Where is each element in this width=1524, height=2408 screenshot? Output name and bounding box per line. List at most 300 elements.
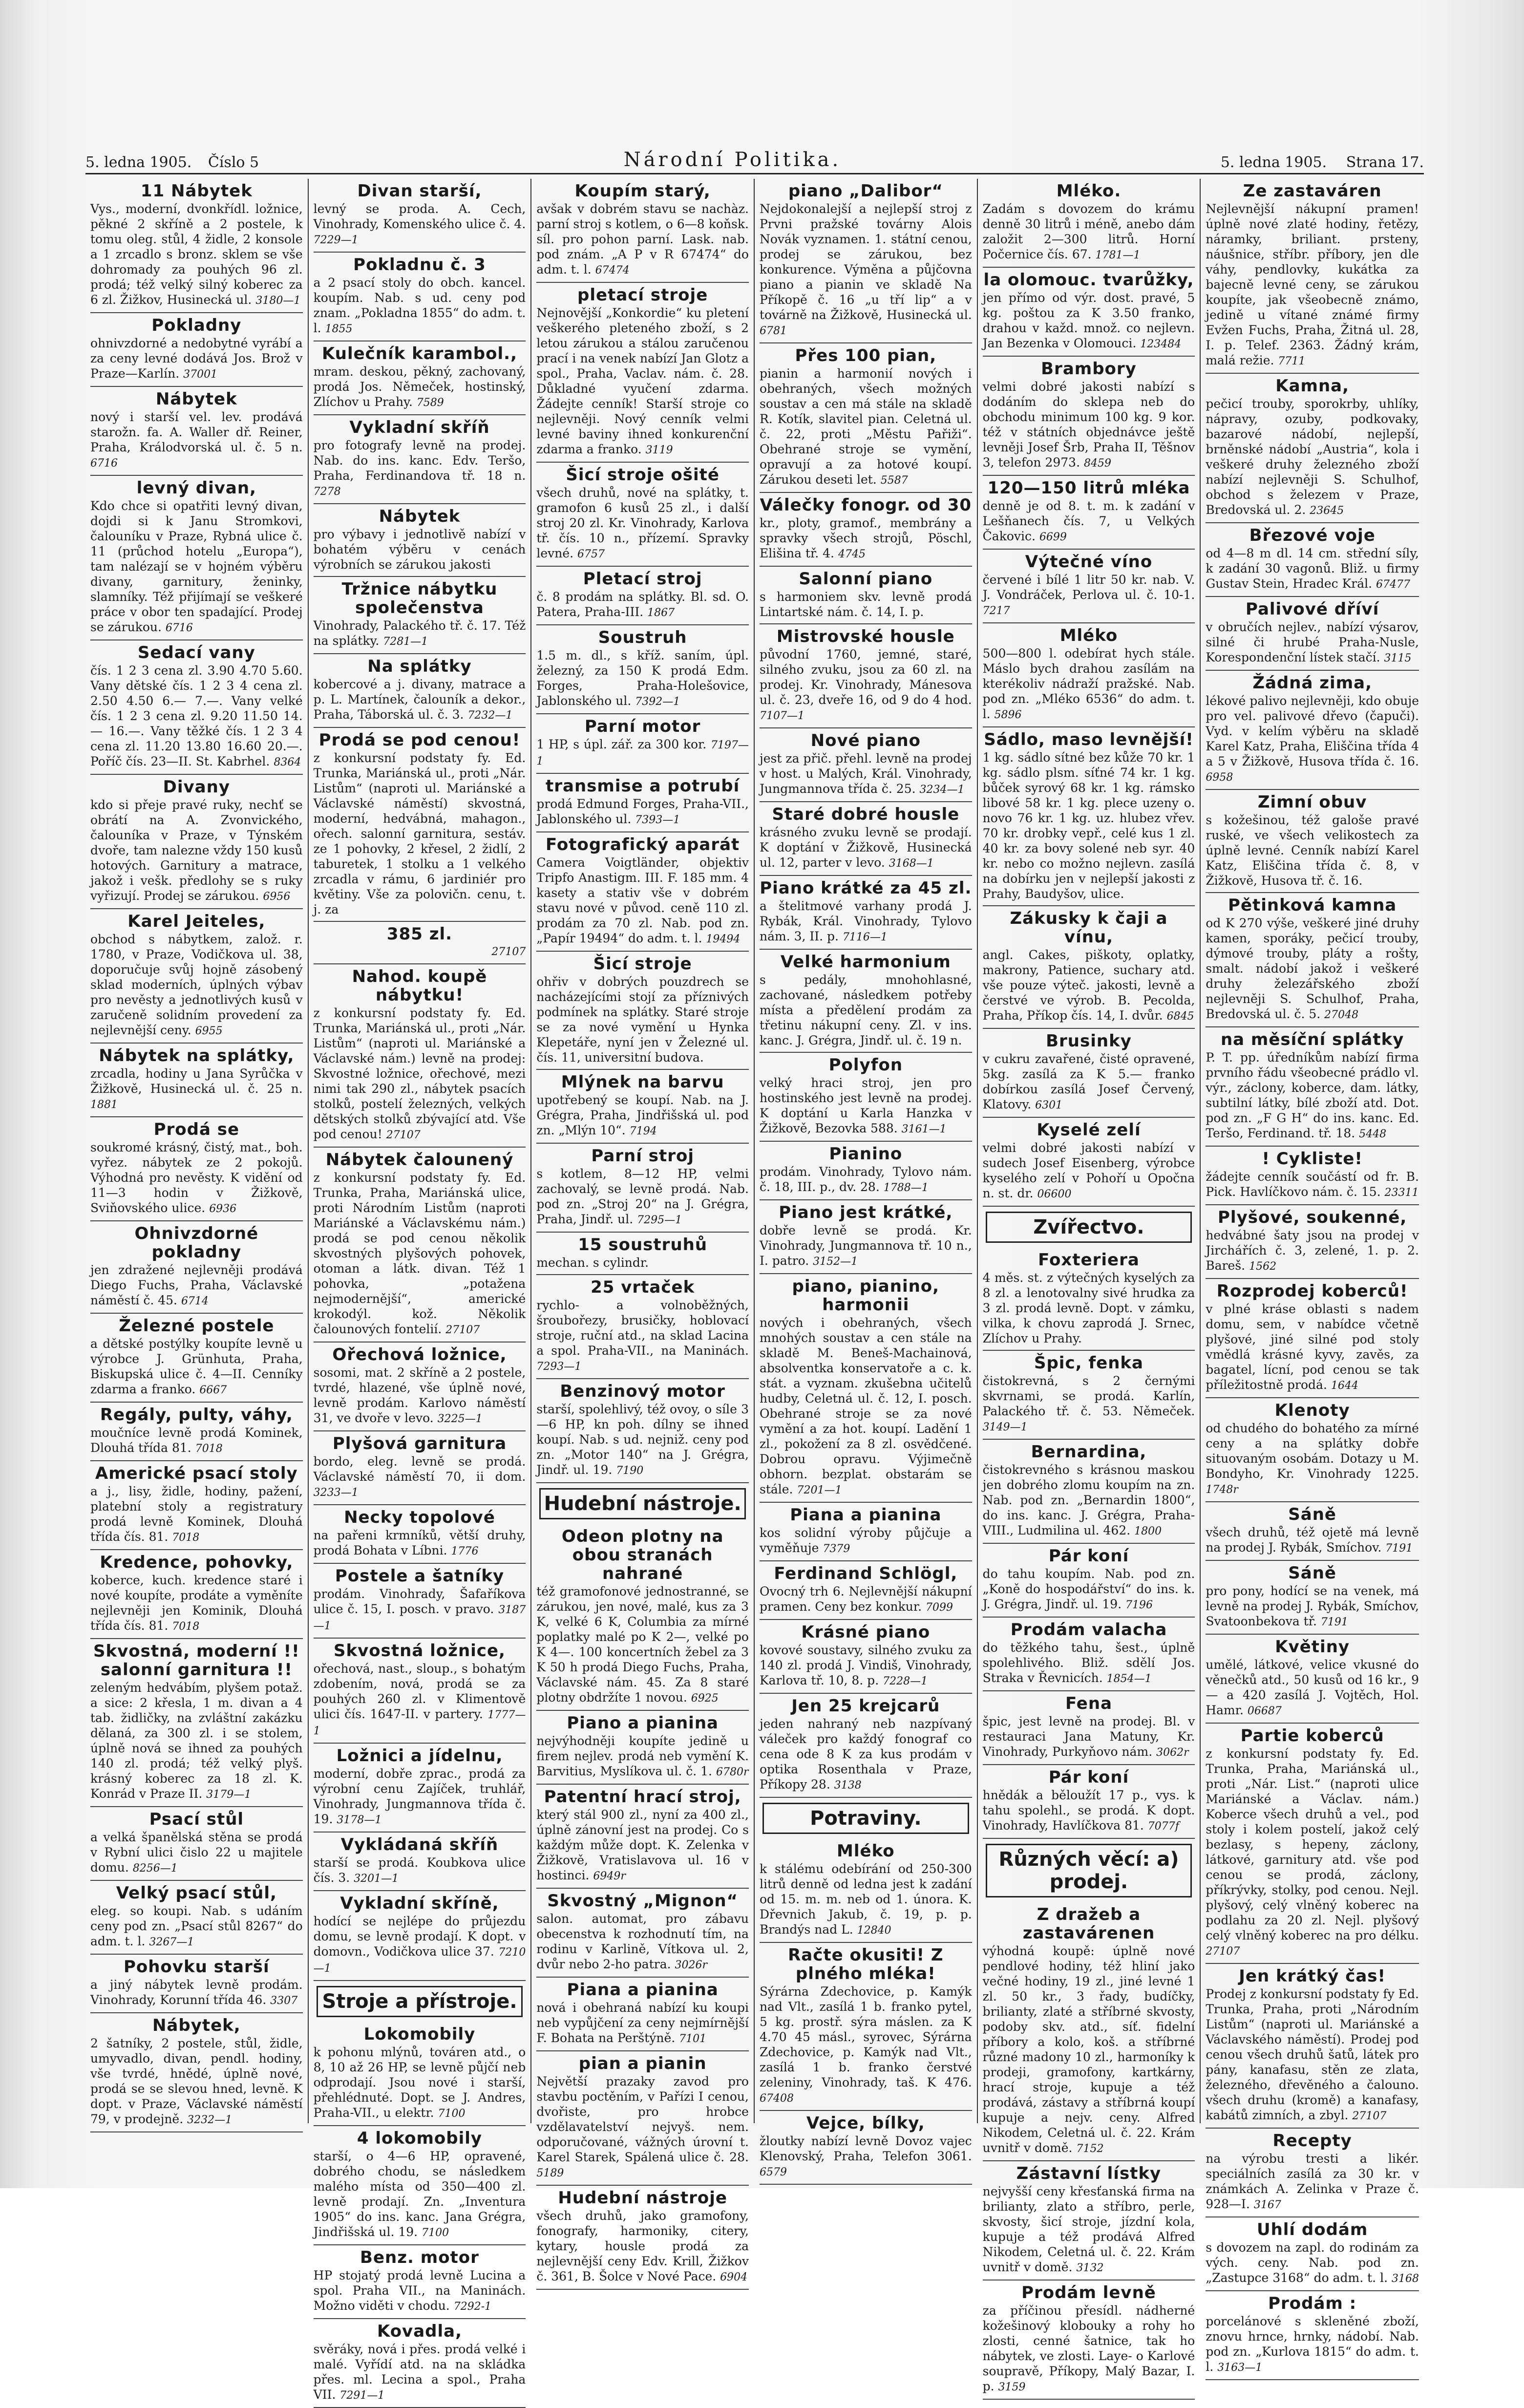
ad-body: Sýrárna Zdechovice, p. Kamýk nad Vlt., zasílá 1 b. franko pytel, 5 kg. prostř. sýra máslen. za K 4.70 45 másl., syrovec, Sýrárna Zdechovice, p. Kamýk nad Vlt., zasílá 1 b. franko čerstvé zeleniny, Vinohrady, taš. K 476. 67408	[759, 1984, 972, 2105]
classified-ad	[983, 179, 1195, 268]
ad-title: Nahod. koupě nábytku!	[352, 967, 487, 1005]
ad-reference-number: 06687	[1247, 1705, 1282, 1717]
ad-title: Kredence, pohovky,	[100, 1553, 294, 1572]
classified-ad	[983, 727, 1195, 906]
classified-ad	[90, 1117, 303, 1221]
ad-reference-number: 27048	[1324, 1009, 1359, 1021]
classified-ad	[90, 1403, 303, 1461]
classified-ad	[314, 415, 526, 504]
ad-reference-number: 3163—1	[1217, 2362, 1263, 2374]
ad-title: Hudební nástroje	[558, 2188, 727, 2208]
classified-ad	[314, 1505, 526, 1564]
classified-ad	[1206, 1279, 1419, 1398]
ad-body: Nejlevnější nákupní pramen! úplně nové zlaté hodiny, řetězy, náramky, briliant. prsteny, náušnice, stříbr. příbory, jen dle váhy, pendlovky, kukátka za bajecně levné ceny, se zárukou koupíte, jak všeobecně známo, jedině u vítané známé firmy Evžen Fuchs, Praha, Žitná ul. 28, I. p. Telef. 2363. Žádný krám, malá režie. 7711	[1206, 202, 1419, 367]
ad-reference-number: 123484	[1140, 338, 1182, 350]
ad-title: Výtečné víno	[1025, 552, 1153, 572]
ad-title: Pár koní	[1048, 1546, 1129, 1566]
ad-title: Vykládaná skříň	[340, 1835, 499, 1854]
ad-title: Necky topolové	[344, 1508, 495, 1527]
classified-ad	[1206, 1398, 1419, 1502]
ad-title: Divan starší,	[357, 181, 482, 201]
ad-title: Železné postele	[119, 1316, 275, 1336]
ad-body: sosomi, mat. 2 skříně a 2 postele, tvrdé, hlazené, vše úplně nové, levně prodám. Karlovo náměstí 31, ve dvoře v levo. 3225—1	[313, 1365, 526, 1425]
ad-body: do tahu koupím. Nab. pod zn. „Koně do hospodářství“ do ins. k. J. Grégra, Jindř. ul. 19. 7196	[982, 1567, 1195, 1611]
ad-reference-number: 3159	[998, 2381, 1026, 2393]
classified-ad	[760, 624, 972, 728]
ad-body: a dětské postýlky koupíte levně u výrobce J. Grünhuta, Praha, Biskupská ulice č. 4—II. Cenníky zdarma a franko. 6667	[90, 1337, 303, 1396]
ad-body: zrcadla, hodiny u Jana Syrůčka v Žižkově, Husinecká ul. č. 25 n. 1881	[90, 1066, 303, 1111]
classified-ad	[90, 1461, 303, 1550]
classified-ad	[536, 2051, 749, 2186]
ad-reference-number: 1777—1	[313, 1709, 526, 1737]
classified-ad	[536, 1144, 749, 1233]
ad-body: nová i obehraná nabízí ku koupi neb vypůjčení za ceny nejmírnější F. Bohata na Perštýně. 7101	[536, 2001, 749, 2045]
classified-ad	[760, 1694, 972, 1798]
ad-title: Fotografický aparát	[546, 835, 740, 854]
ad-body: 1 HP, s úpl. zář. za 300 kor. 7197—1	[536, 737, 749, 767]
ad-title: Postele a šatníky	[335, 1566, 505, 1586]
ad-body: nových i obehraných, všech mnohých soustav a cen stále na skladě M. Beneš-Machainová, absolventka konservatoře a c. k. stát. a vyznam. zkušebna učitelů hudby, Celetná ul. č. 12, I. posch. Obehrané stroje se za nové vymění a za hot. koupí. Ladění 1 zl., pokožení za 8 zl. osvědčené. Dobrou opravu. Výjimečně obhorn. bezplat. obstarám se stále. 7201—1	[759, 1316, 972, 1496]
classified-ad	[90, 313, 303, 387]
ad-title: Pletací stroj	[583, 569, 702, 589]
ad-body: starší, o 4—6 HP, opravené, dobrého chodu, se následkem malého místa od 350—400 zl. levně prodají. Zn. „Inventura 1905“ do ins. kanc. Jana Grégra, Jindřišská ul. 19. 7100	[313, 2149, 526, 2239]
classified-ad	[314, 922, 526, 964]
ad-reference-number: 6579	[759, 2166, 787, 2178]
ad-body: Prodej z konkursní podstaty fy Ed. Trunka, Praha, proti „Národním Listům“ (naproti ul. Mariánské a Václavského náměstí). Prodej pod cenou všech druhů šatů, látek pro pány, kanafasu, stěn ze zlata, železného, dřevěného a čalouno. všech druhu (kromě) a kanafasy, kabátů zimních, a zbyl. 27107	[1206, 1987, 1419, 2122]
ad-title: Sáně	[1288, 1563, 1336, 1583]
ad-body: do těžkého tahu, šest., úplně spolehlivého. Bliž. sdělí Jos. Straka v Řevnicích. 1854—1	[982, 1641, 1195, 1685]
ad-reference-number: 7379	[823, 1543, 850, 1555]
ad-body: všech druhů, nové na splátky, t. gramofon 6 kusů 25 zl., i další stroj 20 zl. Kr. Vinohrady, Karlova tř. čís. 10 n., přízemí. Spravky levné. 6757	[536, 486, 749, 560]
ad-reference-number: 27107	[1352, 2110, 1387, 2122]
ad-reference-number: 8256—1	[132, 1862, 178, 1875]
ad-body: č. 8 prodám na splátky. Bl. sd. O. Patera, Praha-III. 1867	[536, 590, 749, 619]
ad-title: piano, pianino, harmonii	[792, 1277, 940, 1315]
ad-reference-number: 7196	[1125, 1599, 1153, 1611]
ad-reference-number: 7077f	[1147, 1820, 1179, 1833]
ad-title: piano „Dalibor“	[788, 181, 943, 201]
ad-reference-number: 3232—1	[187, 2114, 233, 2126]
ad-reference-number: 3178—1	[337, 1814, 382, 1826]
newspaper-page	[85, 147, 1424, 2402]
classified-ad	[90, 1955, 303, 2013]
classified-ad	[314, 1891, 526, 1981]
classified-ad	[983, 2280, 1195, 2400]
ad-body: svěráky, nová i přes. prodá velké i malé. Vyřídí atd. na na skládka přes. ml. Lecina a spol., Praha VII. 7291—1	[313, 2342, 526, 2402]
ad-title: Ze zastaváren	[1243, 181, 1382, 201]
ad-reference-number: 7292-1	[453, 2301, 492, 2313]
classified-ad	[314, 1564, 526, 1639]
ad-reference-number: 3026r	[675, 1959, 708, 1971]
ad-title: Klenoty	[1274, 1401, 1350, 1420]
ad-title: na měsíční splátky	[1220, 1030, 1404, 1049]
ad-body: hedvábné šaty jsou na prodej v Jirchářích č. 3, zelené, 1. p. 2. Bareš. 1562	[1206, 1228, 1419, 1273]
classified-ad	[760, 343, 972, 493]
ad-title: Nábytek	[379, 507, 461, 526]
ad-body: kobercové a j. divany, matrace a p. L. Martínek, čalouník a dekor., Praha, Táborská ul. č. 3. 7232—1	[313, 677, 526, 722]
ad-body: velmi dobré jakosti nabízí s dodáním do sklepa neb do obchodu minimum 100 kg. 9 kor. též v státních objednávce ještě levněji Josef Šrb, Praha II, Těšnov 3, telefon 2973. 8459	[982, 380, 1195, 469]
ad-reference-number: 1562	[1249, 1260, 1277, 1273]
classified-ad	[983, 1618, 1195, 1691]
classified-ad	[1206, 893, 1419, 1027]
classified-ad	[90, 640, 303, 775]
ad-title: transmise a potrubí	[545, 776, 740, 796]
ad-reference-number: 3168—1	[889, 857, 934, 870]
ad-body: ohnivzdorné a nedobytné vyrábí a za ceny levné dodává Jos. Brož v Praze—Karlín. 37001	[90, 336, 303, 381]
header-right	[1206, 154, 1424, 171]
ad-title: Žádná zima,	[1252, 673, 1372, 693]
classified-ad	[760, 493, 972, 567]
ad-title: Sádlo, maso levnější!	[984, 730, 1194, 749]
ad-body: jeden nahraný neb nazpívaný váleček pro každý fonograf co cena ode 8 K za kus prodám v optika Rosenthala v Praze, Příkopy 28. 3138	[759, 1717, 972, 1791]
ad-body: eleg. so koupi. Nab. s udáním ceny pod zn. „Psací stůl 8267“ do adm. t. l. 3267—1	[90, 1904, 303, 1948]
ad-title: 25 vrtaček	[591, 1278, 695, 1297]
ad-body: rychlo- a volnoběžných, šroubořezy, brusičky, hoblovací stroje, ruční atd., na sklad Lacina a spol. Praha-VII., na Maninách. 7293—1	[536, 1298, 749, 1373]
ad-body: pianin a harmonií nových i obehraných, všech možných soustav a cen má stále na skladě R. Kotík, slavitel pian. Celetná ul. č. 22, proti „Městu Pařiži“. Obehrané stroje se vymění, opravují a za hotové koupí. Zárukou deseti let. 5587	[759, 366, 972, 487]
ad-reference-number: 7191	[1320, 1616, 1348, 1628]
header-issue: Číslo 5	[208, 154, 259, 171]
ad-body: zeleným hedvábím, plyšem potaž. a sice: 2 křesla, 1 m. divan a 4 tab. židličky, na zvláštní zakázku dělaná, za 300 zl. i se stolem, úplně nová se ihned za pouhých 140 zl. prodá; též velký plyš. krásný koberec za 18 zl. K. Konrád v Praze II. 3179—1	[90, 1681, 303, 1801]
classified-ad	[760, 950, 972, 1053]
ad-body: Vinohrady, Palackého tř. č. 17. Též na splátky. 7281—1	[313, 618, 526, 648]
ad-body: v plné kráse oblasti s nadem domu, sem, v nabídce včetně plyšové, jiné silné pod stoly vmědlá krásné kyvy, zavěs, za bagatel, lícní, pod cenou se tak příležitostně prodá. 1644	[1206, 1302, 1419, 1392]
ad-body: k pohonu mlýnů, továren atd., o 8, 10 až 26 HP, se levně půjčí neb odprodají. Jsou nové i starší, přehlédnuté. Dopt. se J. Andres, Praha-VII., u elektr. 7100	[313, 2045, 526, 2120]
ad-reference-number: 7293—1	[536, 1361, 582, 1373]
ad-title: Salonní piano	[799, 569, 933, 589]
ad-body: 4 měs. st. z výtečných kyselých za 8 zl. a lenotovalny sivé hrudka za 3 zl. prodá levně. Dopt. v zámku, vilka, k chovu zaprodá J. Srnec, Zlíchov u Prahy.	[982, 1271, 1195, 1345]
ad-title: Palivové dříví	[1245, 599, 1379, 619]
ad-body: velký hraci stroj, jen pro hostinského jest levně na prodej. K doptání u Karla Hanzka v Žižkově, Bezovka 588. 3161—1	[759, 1076, 972, 1135]
ad-title: Kovadla,	[377, 2322, 463, 2341]
ad-reference-number: 6925	[691, 1692, 719, 1705]
ad-body: 500—800 l. odebírat hych stále. Máslo bych drahou zasílám na kterékoliv nádraží pražské. Nab. pod zn. „Mléko 6536“ do adm. t. l. 5896	[982, 646, 1195, 721]
ad-reference-number: 7116—1	[842, 931, 888, 943]
classified-ad	[90, 1550, 303, 1639]
ad-title: Koupím starý,	[574, 181, 711, 201]
ad-title: Mléko	[1059, 626, 1118, 645]
ad-reference-number: 6757	[577, 548, 605, 560]
ad-title: Prodám valacha	[1010, 1620, 1167, 1640]
ad-reference-number: 7295—1	[637, 1214, 682, 1226]
ad-body: všech druhů, též ojetě má levně na prodej J. Rybák, Smíchov. 7191	[1206, 1525, 1419, 1555]
ad-body: soukromé krásný, čistý, mat., boh. vyřez. nábytek ze 2 pokojů. Výhodná pro nevěsty. K vidění od 11—3 hodin v Žižkově, Sviňovského ulice. 6936	[90, 1140, 303, 1215]
section-heading: Různých věcí: a) prodej.	[986, 1844, 1192, 1897]
classified-ad	[314, 2126, 526, 2245]
ad-reference-number: 7018	[172, 1532, 200, 1544]
classified-ad	[760, 1274, 972, 1503]
section-heading: Potraviny.	[762, 1803, 969, 1834]
ad-body: obchod s nábytkem, založ. r. 1780, v Praze, Vodičkova ul. 38, doporučuje svůj hojně zásobený sklad moderních, úplných výbav pro nevěsty a jednotlivých kusů v zaručeně solidním provedení za nejlevnější ceny. 6955	[90, 932, 303, 1037]
classified-ad	[536, 1070, 749, 1144]
classified-ad	[536, 774, 749, 832]
ad-body: krásného zvuku levně se prodají. K doptání v Žižkově, Husinecká ul. 12, parter v levo. 3168—1	[759, 825, 972, 870]
classified-ad	[983, 1440, 1195, 1544]
ad-title: 11 Nábytek	[140, 181, 253, 201]
ad-reference-number: 7197—1	[536, 739, 749, 767]
ad-body: a štelitmové varhany prodá J. Rybák, Král. Vinohrady, Tylovo nám. 3, II. p. 7116—1	[759, 899, 972, 943]
ad-body: 2 šatníky, 2 postele, stůl, židle, umyvadlo, divan, pendl. hodiny, vše tvrdé, hnědé, úplně nové, prodá se se slevou hned, levně. K dopt. v Praze, Václavské náměstí 79, v prodejně. 3232—1	[90, 2036, 303, 2126]
ad-title: Kamna,	[1275, 376, 1350, 396]
ad-body: jen zdražené nejlevněji prodává Diego Fuchs, Praha, Václavské náměstí č. 45. 6714	[90, 1263, 303, 1307]
ad-body: ořechová, nast., sloup., s bohatým zdobením, nová, prodá se za pouhých 260 zl. v Klimentově ulici čís. 1647-II. v partery. 1777—1	[313, 1662, 526, 1737]
ad-reference-number: 7018	[172, 1620, 200, 1633]
ad-reference-number: 6936	[209, 1203, 237, 1215]
ad-reference-number: 23645	[1310, 505, 1344, 517]
classified-ad	[90, 1044, 303, 1117]
classified-ad	[536, 1785, 749, 1889]
classified-ad	[760, 1503, 972, 1561]
ad-reference-number: 7232—1	[467, 709, 513, 722]
ad-title: Válečky fonogr. od 30	[760, 495, 972, 515]
ad-title: Foxteriera	[1038, 1250, 1140, 1270]
ad-title: Zimní obuv	[1257, 792, 1367, 812]
ad-title: Špic, fenka	[1034, 1353, 1143, 1373]
classified-ad	[314, 341, 526, 415]
ad-title: Zákusky k čaji a vínu,	[1010, 909, 1168, 947]
ad-body: Nejdokonalejší a nejlepší stroj z Prvni pražské továrny Alois Novák vyznamen. 1. státní cenou, prodej se zárukou, bez konkurence. Výměna a půjčovna piano a pianin ve skladě Na Příkopě č. 16 „u tří lip“ a v továrně na Žižkově, Husinecká ul. 6781	[759, 202, 972, 337]
classified-ad	[983, 1765, 1195, 1839]
ad-reference-number: 6955	[195, 1025, 223, 1037]
ad-body: pro výbavy i jednotlivě nabízí v bohatém výběru v cenách výrobních se zárukou jakosti	[313, 527, 526, 572]
ad-body: avšak v dobrém stavu se nachàz. parní stroj s kotlem, o 6—8 koňsk. síl. pro pohon parní. Lask. nab. pod znám. „A P v R 67474“ do adm. t. l. 67474	[536, 202, 749, 277]
ad-title: levný divan,	[136, 478, 256, 498]
ad-title: Nábytek na splátky,	[99, 1046, 295, 1065]
classified-ad	[983, 1118, 1195, 1207]
ad-reference-number: 1854—1	[1106, 1673, 1152, 1685]
ad-body: s dovozem na zapl. do rodinám za vých. ceny. Nab. pod zn. „Zastupce 3168“ do adm. t. l. 3168	[1206, 2240, 1419, 2285]
ad-title: Kulečník karambol.,	[321, 344, 517, 363]
classified-ad	[536, 625, 749, 714]
ad-reference-number: 3152—1	[813, 1256, 858, 1268]
ad-body: všech druhů, jako gramofony, fonografy, harmoniky, citery, kytary, housle prodá za nejlevnější ceny Edv. Krill, Žižkov č. 361, B. Šolce v Nové Pace. 6904	[536, 2209, 749, 2283]
ad-reference-number: 3179—1	[206, 1789, 252, 1801]
ad-reference-number: 3267—1	[149, 1936, 194, 1948]
classified-ad	[983, 476, 1195, 550]
classified-ad	[314, 728, 526, 922]
ad-reference-number: 3115	[1384, 652, 1412, 664]
header-page-number: Strana 17.	[1346, 154, 1424, 171]
ad-reference-number: 7100	[438, 2108, 466, 2120]
column-5	[978, 179, 1201, 2393]
ad-body: žádejte cenník součástí od fr. B. Pick. Havlíčkovo nám. č. 15. 23311	[1206, 1170, 1419, 1199]
section-heading: Stroje a přístroje.	[317, 1986, 523, 2017]
ad-title: 120—150 litrů mléka	[987, 478, 1190, 498]
ad-title: Staré dobré housle	[772, 805, 960, 824]
ad-title: Šicí stroje ošité	[566, 465, 720, 485]
ad-reference-number: 7278	[313, 486, 341, 498]
ad-title: Sáně	[1288, 1505, 1336, 1524]
classified-ad	[983, 1351, 1195, 1440]
ad-title: Na splátky	[367, 657, 472, 676]
ad-body: koberce, kuch. kredence staré i nové koupíte, prodáte a vyměníte nejlevněji jen Kominik, Dlouhá třída čís. 81. 7018	[90, 1573, 303, 1633]
ad-title: Velký psací stůl,	[116, 1883, 277, 1903]
ad-title: Vykladní skříně,	[340, 1894, 499, 1913]
ad-reference-number: 7201—1	[797, 1484, 842, 1496]
ad-reference-number: 7194	[629, 1125, 657, 1137]
ad-reference-number: 7291—1	[339, 2389, 385, 2402]
classified-ad	[1206, 671, 1419, 790]
classified-ad	[90, 1807, 303, 1881]
ad-body: čís. 1 2 3 cena zl. 3.90 4.70 5.60. Vany dětské čís. 1 2 3 4 cena zl. 2.50 4.50 6.— 7.—. Vany velké čís. 1 2 3 cena zl. 9.20 11.50 14.— 16.—. Vany těžké čís. 1 2 3 4 cena zl. 11.20 13.80 16.60 20.—. Poříč čís. 23—II. St. Kabrhel. 8364	[90, 663, 303, 768]
ad-reference-number: 6956	[263, 891, 291, 903]
ad-title: Z dražeb a zastavárenen	[1022, 1905, 1155, 1943]
classified-ad	[760, 1839, 972, 1943]
classified-ad	[536, 1711, 749, 1785]
ad-reference-number: 3234—1	[919, 784, 965, 796]
ad-reference-number: 67474	[595, 264, 630, 277]
ad-body: k stálému odebírání od 250-300 litrů denně od ledna jest k zadání od 15. m. m. neb od 1. února. K. Dřevnich Jakub, č. 19, p. p. Brandýs nad L. 12840	[759, 1862, 972, 1937]
ad-body: angl. Cakes, piškoty, oplatky, makrony, Patience, suchary atd. vše pouze výteč. jakosti, levně a čerstvé ve výrob. B. Pecolda, Praha, Příkop čís. 14, I. dvůr. 6845	[982, 948, 1195, 1023]
ad-body: starší se prodá. Koubkova ulice čís. 3. 3201—1	[313, 1855, 526, 1885]
classified-ad	[314, 179, 526, 253]
classified-ad	[314, 1431, 526, 1505]
ad-title: Soustruh	[598, 628, 687, 647]
classified-ad	[1206, 2291, 1419, 2380]
ad-body: čistokrevného s krásnou maskou jen dobrého zlomu koupím na zn. Nab. pod zn. „Bernardin 1800“, do ins. kanc. J. Grégra, Praha-VIII., Ludmilina ul. 462. 1800	[982, 1463, 1195, 1537]
classified-ad	[536, 1889, 749, 1978]
classified-ad	[536, 832, 749, 952]
ad-title: Ložnici a jídelnu,	[336, 1746, 503, 1766]
classified-ad	[983, 1544, 1195, 1618]
ad-body: s pedály, mnohohlasné, zachované, následkem potřeby místa a předělení prodám za třetinu nákupní ceny. Zl. v ins. kanc. J. Grégra, Jindř. ul. č. 19 n.	[759, 973, 972, 1047]
ad-title: Partie koberců	[1240, 1726, 1384, 1746]
ad-body: z konkursní podstaty fy. Ed. Trunka, Mariánská ul., proti „Nár. Listům“ (naproti ul. Mariánské a Václavské náměstí) skvostná, moderní, hedvábná, mahagon., ořech. salonní garnitura, sestáv. ze 1 pohovky, 2 křesel, 2 židlí, 2 taburetek, 1 stolku a 1 velkého zrcadla v rámu, 6 jardiniér pro květiny. Vše za polovičn. cenu, t. j. za	[313, 751, 526, 916]
ad-reference-number: 6716	[165, 622, 193, 634]
ad-reference-number: 3307	[270, 1995, 298, 2007]
classified-ad	[1206, 2217, 1419, 2291]
ad-body: denně je od 8. t. m. k zadání v Lešňanech čís. 7, u Velkých Čakovic. 6699	[982, 499, 1195, 543]
ad-body: Ovocný trh 6. Nejlevnější nákupní pramen. Ceny bez konkur. 7099	[759, 1584, 972, 1614]
ad-body: který stál 900 zl., nyní za 400 zl., úplně zánovní jest na prodej. Co s každým může dopt. K. Zelenka v Žižkově, Vratislavova ul. 16 v hostinci. 6949r	[536, 1808, 749, 1882]
classified-ad	[983, 2161, 1195, 2280]
classified-ad	[983, 550, 1195, 623]
ad-body: umělé, látkové, velice vkusné do věnečků atd., 50 kusů od 16 kr., 9 — a 420 zasílá J. Vojtěch, Hol. Hamr. 06687	[1206, 1658, 1419, 1717]
classified-ad	[983, 1691, 1195, 1765]
ad-title: Americké psací stoly	[95, 1464, 298, 1483]
ad-body: kdo si přeje pravé ruky, nechť se obrátí na A. Zvonvického, čalouníka v Praze, v Týnském dvoře, tam nalezne vždy 150 kusů hotových. Garnitury a matrace, jakož i vešk. předlohy se s ruky vyřizují. Prodej se zárukou. 6956	[90, 798, 303, 903]
classified-ad	[760, 1561, 972, 1620]
ad-reference-number: 6716	[90, 457, 118, 469]
ad-reference-number: 7210—1	[313, 1946, 526, 1975]
ad-title: 385 zl.	[386, 924, 453, 944]
ad-reference-number: 19494	[706, 933, 741, 945]
ad-body: pro pony, hodící se na venek, má levně na prodej J. Rybák, Smíchov, Svatoonbekova tř. 7191	[1206, 1584, 1419, 1628]
ad-reference-number: 3187—1	[313, 1604, 526, 1632]
classified-ad	[760, 802, 972, 876]
ad-body: velmi dobré jakosti nabízí v sudech Josef Eisenberg, výrobce kyselého zelí v Pohoří u Opočna n. st. dr. 06600	[982, 1141, 1195, 1200]
ad-reference-number: 1867	[647, 607, 675, 619]
ad-body: kos solidní výroby půjčuje a vyměňuje 7379	[759, 1526, 972, 1555]
ad-reference-number: 5896	[994, 709, 1022, 721]
ad-title: Benz. motor	[360, 2248, 479, 2267]
ad-body: Camera Voigtländer, objektiv Tripfo Anastigm. III. F. 185 mm. 4 kasety a stativ vše v dobrém stavu nové v původ. ceně 110 zl. prodám za 70 zl. Nab. pod zn. „Papír 19494“ do adm. t. l. 19494	[536, 855, 749, 945]
ad-title: Mistrovské housle	[776, 627, 955, 646]
ad-title: Zástavní lístky	[1016, 2164, 1162, 2183]
ad-body: Kdo chce si opatřiti levný divan, dojdi si k Janu Stromkovi, čalouníku v Praze, Rybná ulice č. 11 (průchod hotelu „Europa“), tam nalézají se v hojném výběru divany, garnitury, ženinky, slamníky. Též přijímají se veškeré práce v obor ten spadající. Prodej se zárukou. 6716	[90, 499, 303, 634]
ad-reference-number: 6949r	[593, 1870, 626, 1882]
ad-title: Vejce, bílky,	[806, 2113, 925, 2133]
header-left	[85, 154, 259, 171]
ad-reference-number: 27107	[1206, 1945, 1240, 1958]
ad-title: Ferdinand Schlögl,	[774, 1564, 958, 1583]
classified-ad	[536, 463, 749, 567]
newspaper-title: Národní Politika.	[623, 149, 842, 171]
ad-body: pro fotografy levně na prodej. Nab. do ins. kanc. Edv. Teršo, Praha, Ferdinandova tř. 18 n. 7278	[313, 438, 526, 498]
header-date-right: 5. ledna 1905.	[1220, 154, 1327, 171]
column-6	[1201, 179, 1424, 2374]
ad-body: dobře levně se prodá. Kr. Vinohrady, Jungmannova tř. 10 n., I. patro. 3152—1	[759, 1223, 972, 1268]
classified-ad	[90, 909, 303, 1044]
ad-body: 1.5 m. dl., s kříž. saním, úpl. železný, za 150 K prodá Edm. Forges, Praha-Holešovice, Jablonského ul. 7392—1	[536, 648, 749, 708]
ad-title: 4 lokomobily	[357, 2129, 483, 2148]
ad-title: Benzinový motor	[560, 1382, 725, 1401]
column-4	[755, 179, 978, 2178]
ad-title: Skvostná ložnice,	[334, 1641, 506, 1661]
ad-reference-number: 06600	[1037, 1188, 1072, 1200]
classified-ad	[90, 1639, 303, 1807]
classified-ad	[983, 1029, 1195, 1118]
classified-ad	[983, 1248, 1195, 1351]
ad-reference-number: 7228—1	[883, 1675, 928, 1687]
ad-reference-number: 5189	[536, 2167, 564, 2179]
ad-reference-number: 7190	[616, 1465, 644, 1477]
ad-body: moučníce levně prodá Kominek, Dlouhá třída 81. 7018	[90, 1426, 303, 1455]
ad-body: Vys., moderní, dvonkřídl. ložnice, pěkné 2 skříně a 2 postele, k tomu oleg. stůl, 4 židle, 2 konsole a 1 zrcadlo s bronz. sklem se vše dohromady za pouhých 96 zl. prodá; též velký silný koberec za 6 zl. Žižkov, Husinecká ul. 3180—1	[90, 202, 303, 307]
ad-body: červené i bílé 1 litr 50 kr. nab. V. J. Vondráček, Perlova ul. č. 10-1. 7217	[982, 573, 1195, 617]
ad-reference-number: 7393—1	[635, 814, 680, 826]
classified-ad	[314, 2245, 526, 2319]
classified-ad	[536, 1379, 749, 1483]
classified-ad	[760, 876, 972, 950]
ad-reference-number: 3138	[834, 1779, 862, 1791]
ad-title: Ohnivzdorné pokladny	[134, 1224, 259, 1262]
ad-reference-number: 23311	[1384, 1187, 1419, 1199]
ad-reference-number: 7281—1	[383, 636, 428, 648]
ad-reference-number: 27107	[445, 1324, 480, 1336]
ad-title: Odeon plotny na obou stranách nahrané	[561, 1527, 724, 1583]
ad-reference-number: 3132	[1076, 2262, 1104, 2274]
ad-reference-number: 7101	[679, 2033, 707, 2045]
ad-body: na pařeni krmníků, větší druhy, prodá Bohata v Líbni. 1776	[313, 1528, 526, 1557]
ad-title: 15 soustruhů	[578, 1235, 708, 1255]
ad-reference-number: 7152	[1076, 2143, 1104, 2155]
classified-ad	[536, 2186, 749, 2290]
classified-ad	[314, 2022, 526, 2126]
classified-ad	[1206, 2129, 1419, 2217]
ad-title: Prodá se pod cenou!	[318, 730, 521, 750]
ad-title: Pětinková kamna	[1228, 895, 1397, 915]
ad-body: s kotlem, 8—12 HP, velmi zachovalý, se levně prodá. Nab. pod zn. „Stroj 20“ na J. Grégra, Praha, Jindř. ul. 7295—1	[536, 1167, 749, 1226]
ad-body: ohřiv v dobrých pouzdrech se nacházejícími stojí za příznivých podmínek na splátky. Staré stroje se za nové vymění u Hynka Klepetáře, nyní jen v Železné ul. čís. 11, universitní budova.	[536, 975, 749, 1065]
classified-ad	[760, 2111, 972, 2185]
ad-title: Bernardina,	[1031, 1442, 1147, 1462]
classified-ad	[1206, 179, 1419, 374]
ad-body: mechan. s cylindr.	[536, 1256, 649, 1270]
ad-body: moderní, dobře zprac., prodá za výrobní cenu Zajíček, truhlář, Vinohrady, Jungmannova třída č. 19. 3178—1	[313, 1767, 526, 1826]
ad-reference-number: 7107—1	[759, 710, 804, 722]
ad-title: Kyselé zelí	[1037, 1120, 1141, 1140]
ad-reference-number: 27107	[386, 1129, 421, 1141]
ad-title: Piano jest krátké,	[779, 1203, 953, 1222]
ad-title: Parní stroj	[591, 1146, 694, 1166]
ad-title: Parní motor	[584, 717, 701, 736]
classified-ad	[314, 504, 526, 577]
section-heading: Zvířectvo.	[986, 1212, 1192, 1243]
ad-reference-number: 1748r	[1206, 1484, 1238, 1496]
ad-title: Pár koní	[1048, 1768, 1129, 1787]
ad-body: Zadám s dovozem do krámu denně 30 litrů i méně, anebo dám založit 2—300 litrů. Horní Počernice čís. 67. 1781—1	[982, 202, 1195, 261]
ad-reference-number: 3225—1	[437, 1413, 483, 1425]
